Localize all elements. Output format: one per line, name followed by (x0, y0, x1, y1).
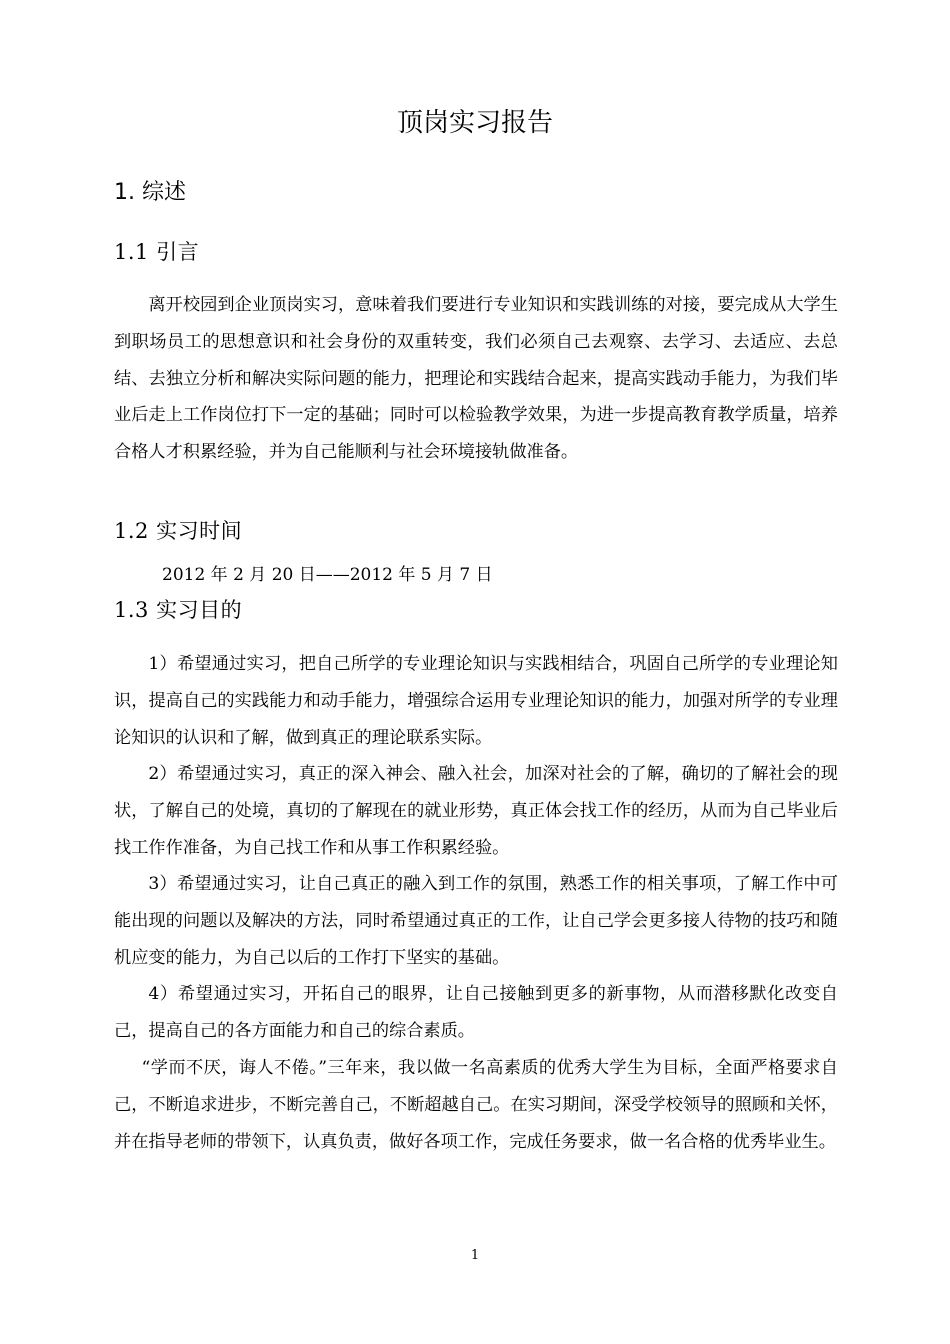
introduction-paragraph: 离开校园到企业顶岗实习，意味着我们要进行专业知识和实践训练的对接，要完成从大学生到职场员工的思想意识和社会身份的双重转变，我们必须自己去观察、去学习、去适应、去总结、去独立分析和解决实际问题的能力，把理论和实践结合起来，提高实践动手能力，为我们毕业后走上工作岗位打下一定的基础；同时可以检验教学效果，为进一步提高教育教学质量，培养合格人才积累经验，并为自己能顺利与社会环境接轨做准备。 (114, 295, 838, 463)
document-title: 顶岗实习报告 (396, 108, 553, 138)
goal-paragraph-1: 1）希望通过实习，把自己所学的专业理论知识与实践相结合，巩固自己所学的专业理论知识，提高自己的实践能力和动手能力，增强综合运用专业理论知识的能力，加强对所学的专业理论知识的认识和了解，做到真正的理论联系实际。 (114, 654, 838, 748)
goal-paragraph-4: 4）希望通过实习，开拓自己的眼界，让自己接触到更多的新事物，从而潜移默化改变自己，提高自己的各方面能力和自己的综合素质。 (114, 984, 838, 1041)
subsection-heading-introduction: 1.1 引言 (114, 240, 200, 264)
goal-paragraph-3: 3）希望通过实习，让自己真正的融入到工作的氛围，熟悉工作的相关事项，了解工作中可能出现的问题以及解决的方法，同时希望通过真正的工作，让自己学会更多接人待物的技巧和随机应变的能力，为自己以后的工作打下坚实的基础。 (114, 874, 838, 968)
subsection-heading-purpose: 1.3 实习目的 (114, 598, 243, 622)
internship-period-text: 2012 年 2 月 20 日——2012 年 5 月 7 日 (162, 565, 493, 585)
section-heading-overview: 1. 综述 (114, 180, 186, 205)
page-number: 1 (470, 1248, 480, 1263)
closing-paragraph: “学而不厌，诲人不倦。”三年来，我以做一名高素质的优秀大学生为目标，全面严格要求自己，不断追求进步，不断完善自己，不断超越自己。在实习期间，深受学校领导的照顾和关怀，并在指导老师的带领下，认真负责，做好各项工作，完成任务要求，做一名合格的优秀毕业生。 (114, 1058, 838, 1152)
subsection-heading-period: 1.2 实习时间 (114, 519, 243, 543)
goal-paragraph-2: 2）希望通过实习，真正的深入神会、融入社会，加深对社会的了解，确切的了解社会的现状，了解自己的处境，真切的了解现在的就业形势，真正体会找工作的经历，从而为自己毕业后找工作作准备，为自己找工作和从事工作积累经验。 (114, 764, 838, 858)
